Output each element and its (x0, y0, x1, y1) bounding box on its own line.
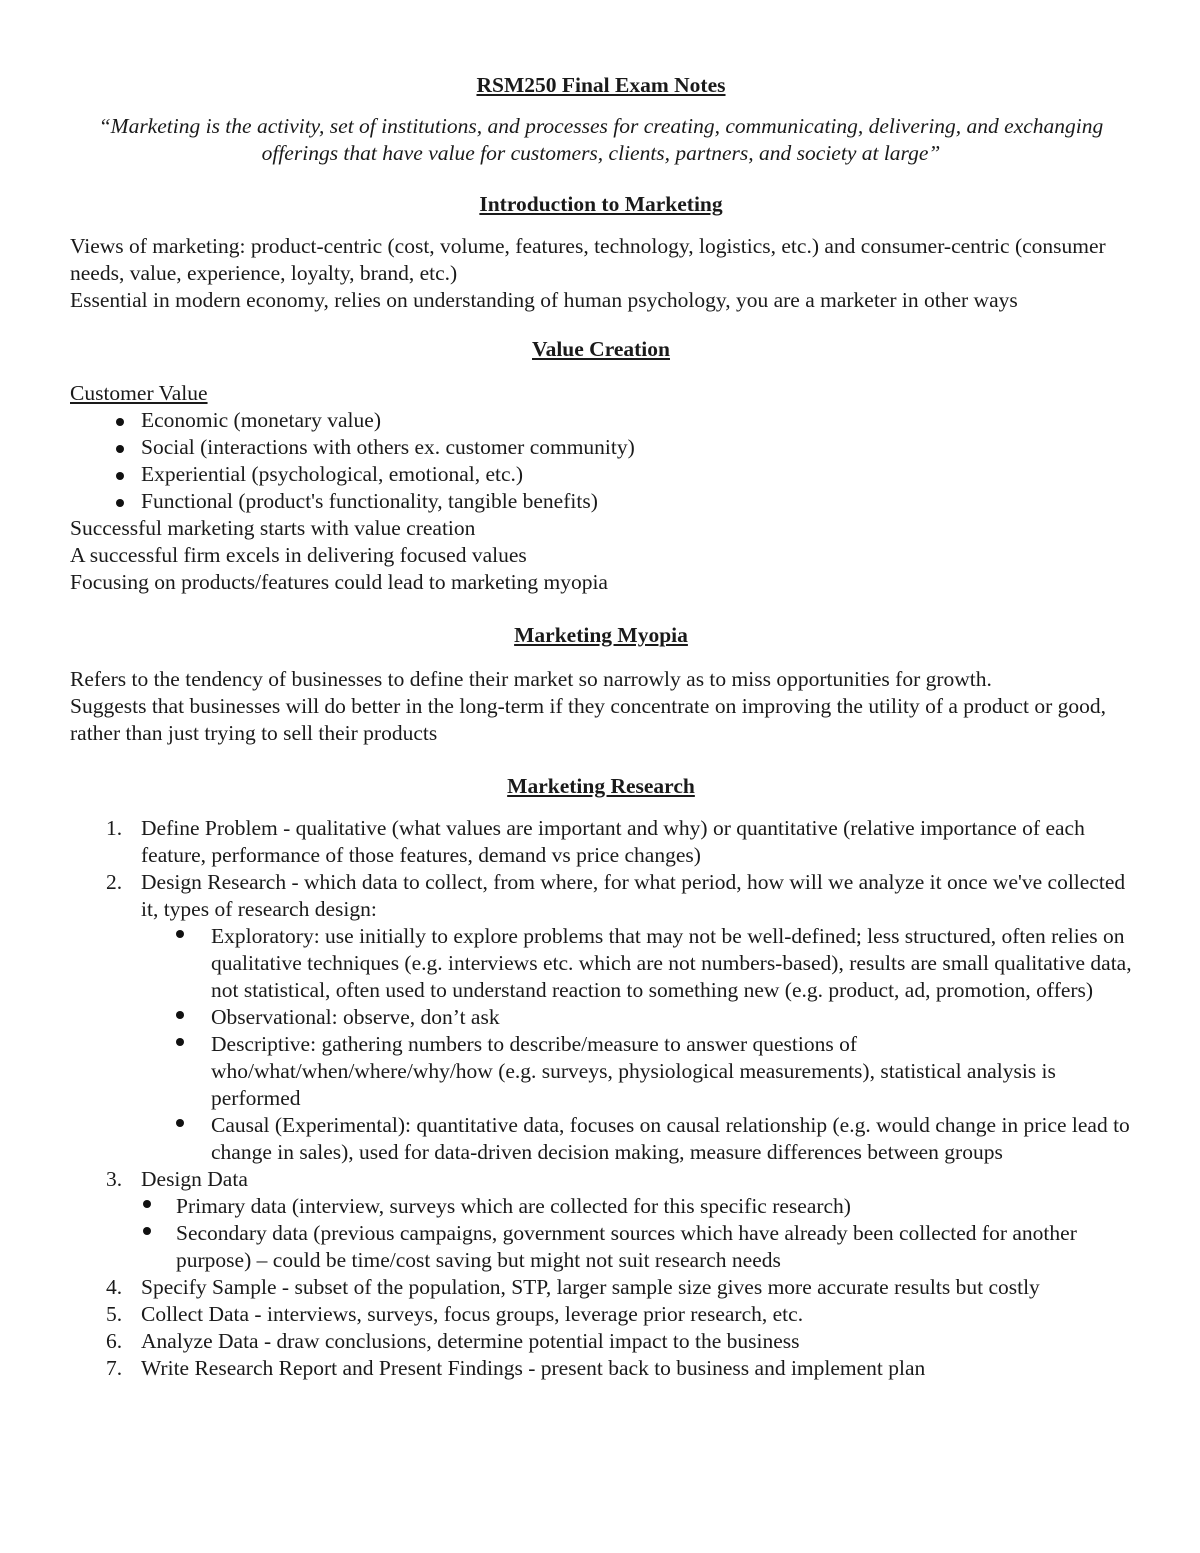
list-item: Economic (monetary value) (70, 407, 1132, 434)
list-item: Observational: observe, don’t ask (141, 1004, 1132, 1031)
research-step (70, 869, 1132, 1166)
step-number: 3. (106, 1167, 123, 1191)
research-steps-list (70, 815, 1132, 1382)
data-types-list (141, 1193, 1132, 1274)
intro-paragraph-1: Views of marketing: product-centric (cost, volume, features, technology, logistics, etc.) and consumer-centric (consumer needs, value, experience, loyalty, brand, etc.) (70, 234, 1106, 285)
research-step (70, 1355, 1132, 1382)
value-line: Successful marketing starts with value creation (70, 516, 476, 540)
document-title: RSM250 Final Exam Notes (476, 73, 726, 97)
research-step (70, 1274, 1132, 1301)
step-text: Collect Data - interviews, surveys, focus groups, leverage prior research, etc. (141, 1302, 804, 1326)
list-item: Social (interactions with others ex. customer community) (70, 434, 1132, 461)
list-item: Descriptive: gathering numbers to describe/measure to answer questions of who/what/when/where/why/how (e.g. surveys, physiological measurements), statistical analysis is performed (141, 1031, 1132, 1112)
step-text: Design Research - which data to collect, from where, for what period, how will we analyze it once we've collected it, types of research design: (141, 870, 1126, 921)
step-text: Define Problem - qualitative (what values are important and why) or quantitative (relative importance of each feature, performance of those features, demand vs price changes) (141, 816, 1085, 867)
heading-marketing-research: Marketing Research (507, 774, 695, 798)
step-text: Specify Sample - subset of the population, STP, larger sample size gives more accurate results but costly (141, 1275, 1040, 1299)
step-text: Design Data (141, 1167, 248, 1191)
step-number: 7. (106, 1356, 123, 1380)
heading-value-creation: Value Creation (532, 337, 670, 361)
step-number: 5. (106, 1302, 123, 1326)
step-text: Analyze Data - draw conclusions, determine potential impact to the business (141, 1329, 800, 1353)
step-text: Write Research Report and Present Findings - present back to business and implement plan (141, 1356, 926, 1380)
list-item: Functional (product's functionality, tangible benefits) (70, 488, 1132, 515)
list-item: Secondary data (previous campaigns, government sources which have already been collected for another purpose) – could be time/cost saving but might not suit research needs (141, 1220, 1132, 1274)
research-step (70, 1301, 1132, 1328)
step-number: 6. (106, 1329, 123, 1353)
value-line: A successful firm excels in delivering focused values (70, 543, 527, 567)
research-step (70, 1166, 1132, 1274)
list-item: Experiential (psychological, emotional, etc.) (70, 461, 1132, 488)
heading-introduction: Introduction to Marketing (479, 192, 723, 216)
list-item: Primary data (interview, surveys which are collected for this specific research) (141, 1193, 1132, 1220)
heading-marketing-myopia: Marketing Myopia (514, 623, 688, 647)
list-item: Exploratory: use initially to explore problems that may not be well-defined; less structured, often relies on qualitative techniques (e.g. interviews etc. which are not numbers-based), results are small qualitative data, not statistical, often used to understand reaction to something new (e.g. product, ad, promotion, offers) (141, 923, 1132, 1004)
document-page (70, 72, 1132, 1382)
customer-value-subheading: Customer Value (70, 381, 208, 405)
value-line: Focusing on products/features could lead to marketing myopia (70, 570, 608, 594)
intro-paragraph-2: Essential in modern economy, relies on understanding of human psychology, you are a marketer in other ways (70, 288, 1018, 312)
myopia-paragraph-2: Suggests that businesses will do better in the long-term if they concentrate on improving the utility of a product or good, rather than just trying to sell their products (70, 694, 1106, 745)
customer-value-list (70, 407, 1132, 515)
list-item: Causal (Experimental): quantitative data, focuses on causal relationship (e.g. would change in price lead to change in sales), used for data-driven decision making, measure differences between groups (141, 1112, 1132, 1166)
myopia-paragraph-1: Refers to the tendency of businesses to define their market so narrowly as to miss opportunities for growth. (70, 667, 992, 691)
marketing-definition-quote: “Marketing is the activity, set of institutions, and processes for creating, communicating, delivering, and exchanging offerings that have value for customers, clients, partners, and society at large” (98, 114, 1104, 165)
research-step (70, 1328, 1132, 1355)
step-number: 4. (106, 1275, 123, 1299)
step-number: 1. (106, 816, 123, 840)
research-design-types (141, 923, 1132, 1166)
research-step (70, 815, 1132, 869)
step-number: 2. (106, 870, 123, 894)
